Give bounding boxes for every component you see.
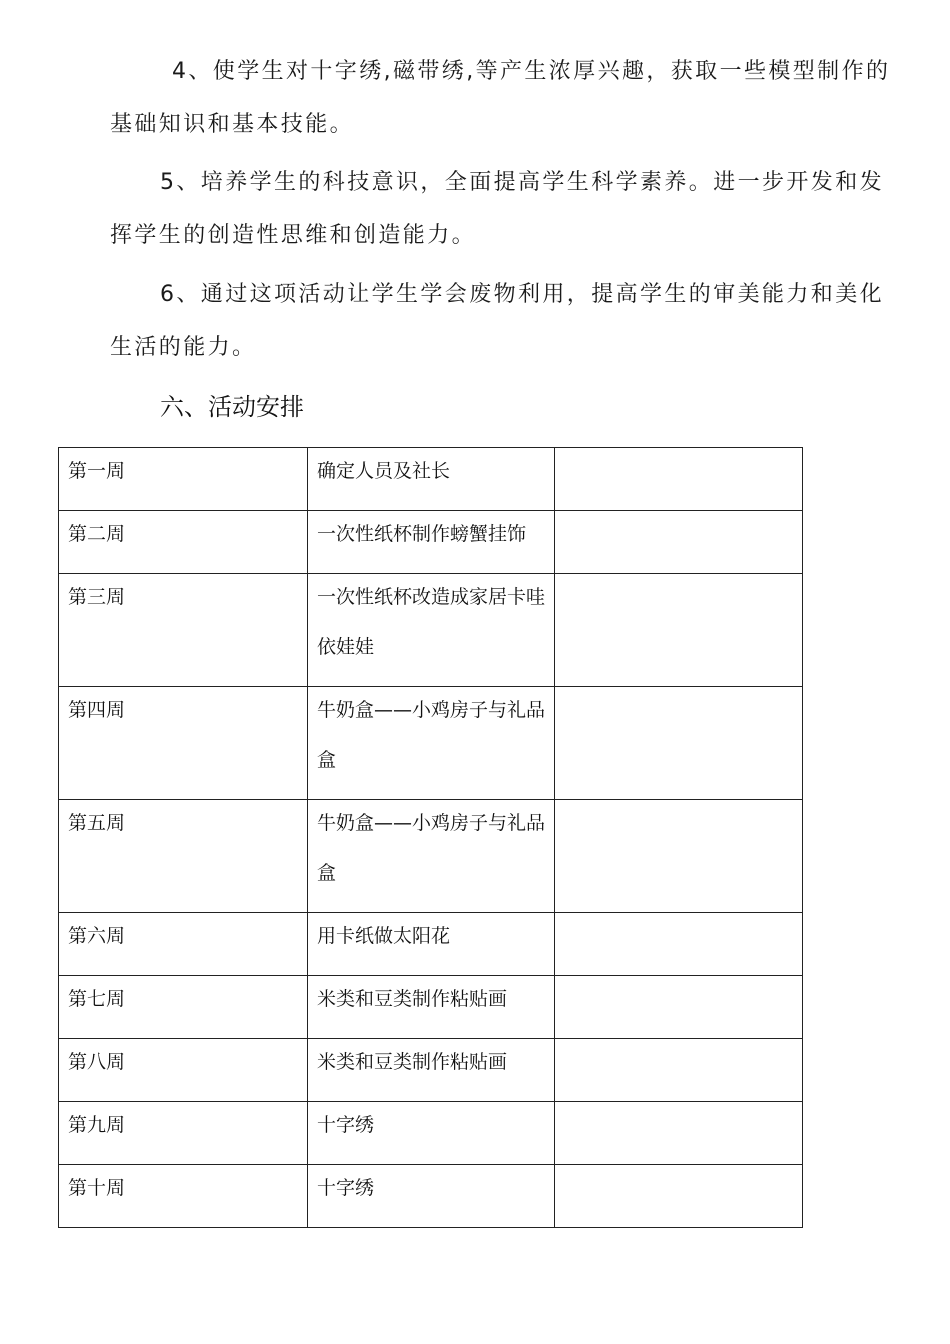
week-cell: 第九周 (59, 1102, 308, 1165)
table-row (59, 1165, 803, 1228)
activity-cell: 米类和豆类制作粘贴画 (308, 976, 555, 1039)
week-cell: 第四周 (59, 687, 308, 800)
week-cell: 第十周 (59, 1165, 308, 1228)
week-cell: 第五周 (59, 800, 308, 913)
note-cell (555, 1165, 803, 1228)
table-row (59, 1039, 803, 1102)
activity-cell: 十字绣 (308, 1165, 555, 1228)
activity-cell: 十字绣 (308, 1102, 555, 1165)
table-row (59, 574, 803, 687)
note-cell (555, 800, 803, 913)
activity-schedule-table (58, 447, 803, 1228)
note-cell (555, 687, 803, 800)
objective-paragraph-6: 6、通过这项活动让学生学会废物利用，提高学生的审美能力和美化生活的能力。 (110, 282, 884, 360)
note-cell (555, 976, 803, 1039)
week-cell: 第二周 (59, 511, 308, 574)
activity-cell: 牛奶盒——小鸡房子与礼品盒 (308, 800, 555, 913)
week-cell: 第三周 (59, 574, 308, 687)
activity-cell: 一次性纸杯制作螃蟹挂饰 (308, 511, 555, 574)
table-row (59, 511, 803, 574)
note-cell (555, 511, 803, 574)
week-cell: 第一周 (59, 448, 308, 511)
objective-paragraph-5: 5、培养学生的科技意识，全面提高学生科学素养。进一步开发和发挥学生的创造性思维和创造能力。 (110, 170, 884, 248)
table-row (59, 687, 803, 800)
week-cell: 第八周 (59, 1039, 308, 1102)
activity-cell: 一次性纸杯改造成家居卡哇依娃娃 (308, 574, 555, 687)
note-cell (555, 1039, 803, 1102)
note-cell (555, 574, 803, 687)
objective-paragraph-4: 4、使学生对十字绣,磁带绣,等产生浓厚兴趣，获取一些模型制作的基础知识和基本技能。 (110, 59, 891, 137)
activity-cell: 用卡纸做太阳花 (308, 913, 555, 976)
table-row (59, 800, 803, 913)
activity-cell: 确定人员及社长 (308, 448, 555, 511)
table-row (59, 913, 803, 976)
note-cell (555, 913, 803, 976)
week-cell: 第六周 (59, 913, 308, 976)
activity-cell: 牛奶盒——小鸡房子与礼品盒 (308, 687, 555, 800)
week-cell: 第七周 (59, 976, 308, 1039)
table-row (59, 1102, 803, 1165)
table-row (59, 976, 803, 1039)
section-heading-activity-schedule: 六、活动安排 (160, 393, 304, 421)
note-cell (555, 1102, 803, 1165)
table-row (59, 448, 803, 511)
note-cell (555, 448, 803, 511)
activity-cell: 米类和豆类制作粘贴画 (308, 1039, 555, 1102)
